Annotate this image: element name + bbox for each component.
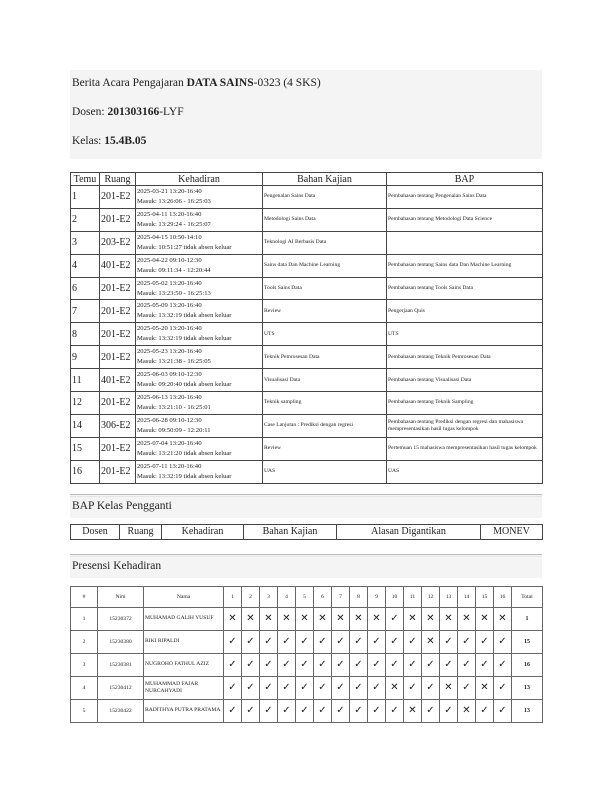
attendance-mark: ✓ (332, 653, 350, 676)
attendance-mark: ✓ (494, 630, 512, 653)
schedule-row (71, 392, 543, 415)
presensi-col-header: 3 (260, 586, 278, 607)
bap-pengganti-section (70, 494, 542, 518)
col-bahan-kajian: Bahan Kajian (244, 524, 337, 539)
bap-pengganti-table (70, 524, 543, 540)
schedule-row (71, 300, 543, 323)
attendance-mark: ✕ (494, 607, 512, 630)
attendance-mark: ✓ (224, 630, 242, 653)
presensi-header-row (71, 586, 543, 607)
masuk-text: Masuk: 13:21:38 - 16:25:05 (137, 358, 211, 366)
attendance-mark: ✓ (440, 630, 458, 653)
col-kehadiran: Kehadiran (162, 524, 244, 539)
attendance-mark: ✓ (278, 653, 296, 676)
course-code: -0323 (4 SKS) (253, 77, 321, 89)
bahan-kajian-cell: Metodologi Sains Data (263, 208, 387, 231)
presensi-col-header: 15 (476, 586, 494, 607)
ruang-cell: 203-E2 (100, 231, 136, 254)
jadwal-text: 2025-05-20 13:20-16:40 (137, 325, 202, 333)
presensi-col-header: Nama (144, 586, 224, 607)
attendance-mark: ✓ (386, 607, 404, 630)
attendance-mark: ✓ (476, 630, 494, 653)
attendance-mark: ✓ (314, 630, 332, 653)
attendance-mark: ✕ (422, 607, 440, 630)
schedule-row (71, 369, 543, 392)
nim-cell: 15230412 (98, 676, 144, 699)
kehadiran-cell (136, 323, 263, 346)
ruang-cell: 201-E2 (100, 186, 136, 209)
presensi-col-header: 9 (368, 586, 386, 607)
presensi-col-header: Total (512, 586, 543, 607)
col-temu: Temu (71, 173, 100, 186)
bahan-kajian-cell: Teknik Pemrosesan Data (263, 346, 387, 369)
total-cell: 13 (512, 699, 543, 722)
ruang-cell: 201-E2 (100, 460, 136, 483)
schedule-row (71, 437, 543, 460)
bap-pengganti-title: BAP Kelas Pengganti (70, 497, 542, 518)
col-monev: MONEV (481, 524, 543, 539)
masuk-text: Masuk: 13:32:19 tidak absen keluar (137, 335, 232, 343)
attendance-mark: ✓ (332, 630, 350, 653)
presensi-row (71, 699, 543, 722)
attendance-mark: ✓ (368, 676, 386, 699)
attendance-mark: ✓ (350, 630, 368, 653)
document-page (70, 70, 542, 723)
temu-cell: 7 (71, 300, 100, 323)
attendance-mark: ✕ (242, 607, 260, 630)
schedule-row (71, 186, 543, 209)
attendance-mark: ✓ (386, 653, 404, 676)
masuk-text: Masuk: 09:20:40 tidak absen keluar (137, 381, 232, 389)
presensi-col-header: 14 (458, 586, 476, 607)
title-prefix: Berita Acara Pengajaran (72, 77, 187, 89)
attendance-mark: ✓ (242, 653, 260, 676)
presensi-col-header: 13 (440, 586, 458, 607)
total-cell: 13 (512, 676, 543, 699)
schedule-row (71, 460, 543, 483)
presensi-col-header: 6 (314, 586, 332, 607)
col-alasan-digantikan: Alasan Digantikan (337, 524, 481, 539)
bap-cell: Pembahasan tentang Teknik Pemrosesan Data (387, 346, 543, 369)
presensi-col-header: 12 (422, 586, 440, 607)
attendance-mark: ✓ (296, 676, 314, 699)
bap-cell: UTS (387, 323, 543, 346)
ruang-cell: 201-E2 (100, 437, 136, 460)
nama-cell: RIKI RIPALDI (144, 630, 224, 653)
nama-cell: RADITHYA PUTRA PRATAMA (144, 699, 224, 722)
masuk-text: Masuk: 13:29:24 - 16:25:07 (137, 220, 211, 228)
ruang-cell: 201-E2 (100, 392, 136, 415)
masuk-text: Masuk: 13:21:20 tidak absen keluar (137, 449, 232, 457)
kehadiran-cell (136, 414, 263, 437)
temu-cell: 14 (71, 414, 100, 437)
row-number: 5 (71, 699, 98, 722)
ruang-cell: 201-E2 (100, 208, 136, 231)
attendance-mark: ✓ (368, 630, 386, 653)
bahan-kajian-cell: Case Lanjutan : Prediksi dengan regresi (263, 414, 387, 437)
row-number: 2 (71, 630, 98, 653)
presensi-row (71, 630, 543, 653)
masuk-text: Masuk: 09:50:09 - 12:20:11 (137, 426, 211, 434)
kehadiran-cell (136, 392, 263, 415)
attendance-mark: ✕ (278, 607, 296, 630)
presensi-title: Presensi Kehadiran (70, 557, 542, 578)
attendance-mark: ✓ (350, 676, 368, 699)
masuk-text: Masuk: 13:21:10 - 16:25:01 (137, 403, 211, 411)
attendance-mark: ✓ (260, 676, 278, 699)
attendance-mark: ✓ (224, 653, 242, 676)
temu-cell: 6 (71, 277, 100, 300)
presensi-col-header: Nim (98, 586, 144, 607)
presensi-row (71, 676, 543, 699)
bap-cell: Pertemuan 15 mahasiswa mempresentasikan hasil tugas kelompok (387, 437, 543, 460)
temu-cell: 15 (71, 437, 100, 460)
course-info-panel (70, 70, 542, 159)
attendance-mark: ✓ (440, 653, 458, 676)
attendance-mark: ✕ (386, 676, 404, 699)
schedule-header-row (71, 173, 543, 186)
col-dosen: Dosen (71, 524, 120, 539)
bap-cell: Pembahasan tentang Teknik Sampling (387, 392, 543, 415)
presensi-col-header: 4 (278, 586, 296, 607)
bap-pengganti-header-row (71, 524, 543, 539)
attendance-mark: ✓ (404, 630, 422, 653)
presensi-col-header: 1 (224, 586, 242, 607)
attendance-mark: ✕ (404, 699, 422, 722)
attendance-mark: ✕ (476, 607, 494, 630)
kehadiran-cell (136, 208, 263, 231)
kelas-line (72, 130, 540, 159)
attendance-mark: ✕ (422, 630, 440, 653)
kelas-label: Kelas: (72, 135, 105, 147)
kehadiran-cell (136, 186, 263, 209)
jadwal-text: 2025-05-23 13:20-16:40 (137, 348, 202, 356)
kehadiran-cell (136, 231, 263, 254)
temu-cell: 4 (71, 254, 100, 277)
bap-cell: Pengerjaan Quis (387, 300, 543, 323)
masuk-text: Masuk: 09:11:34 - 12:20:44 (137, 266, 211, 274)
masuk-text: Masuk: 13:32:19 tidak absen keluar (137, 472, 232, 480)
attendance-mark: ✕ (440, 676, 458, 699)
presensi-col-header: 2 (242, 586, 260, 607)
attendance-mark: ✓ (386, 630, 404, 653)
attendance-mark: ✓ (278, 676, 296, 699)
attendance-mark: ✓ (458, 676, 476, 699)
bahan-kajian-cell: Teknologi AI Berbasis Data (263, 231, 387, 254)
attendance-mark: ✓ (368, 653, 386, 676)
attendance-mark: ✓ (242, 699, 260, 722)
schedule-row (71, 323, 543, 346)
col-bap: BAP (387, 173, 543, 186)
schedule-row (71, 277, 543, 300)
bahan-kajian-cell: Visualisasi Data (263, 369, 387, 392)
schedule-row (71, 414, 543, 437)
document-title (72, 72, 540, 101)
ruang-cell: 201-E2 (100, 346, 136, 369)
kelas-value: 15.4B.05 (104, 135, 147, 147)
attendance-mark: ✓ (404, 653, 422, 676)
attendance-mark: ✓ (278, 699, 296, 722)
attendance-mark: ✓ (350, 653, 368, 676)
bahan-kajian-cell: UAS (263, 460, 387, 483)
presensi-col-header: 8 (350, 586, 368, 607)
attendance-mark: ✕ (350, 607, 368, 630)
kehadiran-cell (136, 254, 263, 277)
presensi-row (71, 653, 543, 676)
attendance-mark: ✓ (386, 699, 404, 722)
ruang-cell: 201-E2 (100, 323, 136, 346)
row-number: 3 (71, 653, 98, 676)
row-number: 4 (71, 676, 98, 699)
bap-cell: UAS (387, 460, 543, 483)
temu-cell: 12 (71, 392, 100, 415)
attendance-mark: ✓ (224, 699, 242, 722)
ruang-cell: 306-E2 (100, 414, 136, 437)
attendance-mark: ✓ (368, 699, 386, 722)
bahan-kajian-cell: Sains data Dan Machine Learning (263, 254, 387, 277)
presensi-col-header: 5 (296, 586, 314, 607)
attendance-mark: ✕ (296, 607, 314, 630)
nama-cell: NUGROHO FATHUL AZIZ (144, 653, 224, 676)
attendance-mark: ✓ (476, 653, 494, 676)
dosen-line (72, 101, 540, 130)
presensi-col-header: 10 (386, 586, 404, 607)
presensi-col-header: 11 (404, 586, 422, 607)
attendance-mark: ✓ (350, 699, 368, 722)
attendance-mark: ✓ (278, 630, 296, 653)
attendance-mark: ✓ (260, 653, 278, 676)
schedule-row (71, 208, 543, 231)
attendance-mark: ✓ (296, 630, 314, 653)
nim-cell: 15230380 (98, 630, 144, 653)
bahan-kajian-cell: Teknik sampling (263, 392, 387, 415)
attendance-mark: ✓ (332, 676, 350, 699)
kehadiran-cell (136, 277, 263, 300)
attendance-mark: ✓ (296, 653, 314, 676)
total-cell: 15 (512, 630, 543, 653)
nim-cell: 15230381 (98, 653, 144, 676)
jadwal-text: 2025-04-11 13:20-16:40 (137, 210, 202, 218)
attendance-mark: ✓ (224, 676, 242, 699)
attendance-mark: ✓ (476, 699, 494, 722)
masuk-text: Masuk: 13:26:06 - 16:25:03 (137, 197, 211, 205)
kehadiran-cell (136, 300, 263, 323)
temu-cell: 8 (71, 323, 100, 346)
attendance-mark: ✓ (422, 699, 440, 722)
dosen-label: Dosen: (72, 106, 108, 118)
jadwal-text: 2025-03-21 13:20-16:40 (137, 187, 202, 195)
bap-cell (387, 231, 543, 254)
schedule-row (71, 346, 543, 369)
presensi-col-header: # (71, 586, 98, 607)
attendance-mark: ✕ (404, 607, 422, 630)
col-ruang: Ruang (100, 173, 136, 186)
temu-cell: 1 (71, 186, 100, 209)
ruang-cell: 201-E2 (100, 277, 136, 300)
total-cell: 16 (512, 653, 543, 676)
jadwal-text: 2025-07-04 13:20-16:40 (137, 439, 202, 447)
bap-cell: Pembahasan tentang Sains data Dan Machine Learning (387, 254, 543, 277)
attendance-mark: ✕ (368, 607, 386, 630)
masuk-text: Masuk: 13:23:50 - 16:25:13 (137, 289, 211, 297)
nama-cell: MUHAMMAD FAJAR NURCAHYADI (144, 676, 224, 699)
attendance-mark: ✓ (422, 653, 440, 676)
bahan-kajian-cell: Review (263, 437, 387, 460)
row-number: 1 (71, 607, 98, 630)
attendance-mark: ✓ (242, 630, 260, 653)
jadwal-text: 2025-07-11 13:20-16:40 (137, 462, 202, 470)
attendance-mark: ✓ (296, 699, 314, 722)
kehadiran-cell (136, 346, 263, 369)
temu-cell: 11 (71, 369, 100, 392)
attendance-mark: ✓ (314, 699, 332, 722)
bap-cell: Pembahasan tentang Tools Sains Data (387, 277, 543, 300)
dosen-suffix: -LYF (159, 106, 184, 118)
ruang-cell: 401-E2 (100, 369, 136, 392)
attendance-mark: ✓ (458, 630, 476, 653)
attendance-mark: ✕ (314, 607, 332, 630)
masuk-text: Masuk: 13:32:19 tidak absen keluar (137, 312, 232, 320)
kehadiran-cell (136, 460, 263, 483)
schedule-row (71, 254, 543, 277)
temu-cell: 16 (71, 460, 100, 483)
presensi-row (71, 607, 543, 630)
attendance-mark: ✕ (332, 607, 350, 630)
nama-cell: MUHAMAD GALIH YUSUF (144, 607, 224, 630)
attendance-mark: ✓ (458, 653, 476, 676)
attendance-mark: ✓ (314, 676, 332, 699)
nim-cell: 15230372 (98, 607, 144, 630)
attendance-mark: ✕ (458, 607, 476, 630)
jadwal-text: 2025-04-15 10:50-14:10 (137, 233, 202, 241)
bap-cell: Pembahasan tentang Visualisasi Data (387, 369, 543, 392)
bahan-kajian-cell: UTS (263, 323, 387, 346)
jadwal-text: 2025-05-02 13:20-16:40 (137, 279, 202, 287)
attendance-mark: ✕ (458, 699, 476, 722)
kehadiran-cell (136, 369, 263, 392)
jadwal-text: 2025-06-03 09:10-12:30 (137, 371, 202, 379)
attendance-mark: ✓ (404, 676, 422, 699)
attendance-mark: ✓ (494, 653, 512, 676)
bap-cell: Pembahasan tentang Metodologi Data Science (387, 208, 543, 231)
jadwal-text: 2025-06-13 13:20-16:40 (137, 393, 202, 401)
attendance-mark: ✓ (494, 699, 512, 722)
bap-cell: Pembahasan tentang Prediksi dengan regresi dan mahasiswa mempresentasikan hasil tugas kelompok (387, 414, 543, 437)
kehadiran-cell (136, 437, 263, 460)
course-name: DATA SAINS (186, 77, 254, 89)
attendance-mark: ✕ (224, 607, 242, 630)
temu-cell: 2 (71, 208, 100, 231)
schedule-row (71, 231, 543, 254)
attendance-mark: ✓ (260, 630, 278, 653)
col-ruang: Ruang (120, 524, 162, 539)
presensi-table (70, 586, 543, 723)
temu-cell: 9 (71, 346, 100, 369)
nim-cell: 15230422 (98, 699, 144, 722)
attendance-mark: ✕ (440, 607, 458, 630)
attendance-mark: ✕ (260, 607, 278, 630)
dosen-id: 201303166 (107, 106, 160, 118)
attendance-mark: ✓ (494, 676, 512, 699)
ruang-cell: 201-E2 (100, 300, 136, 323)
presensi-col-header: 16 (494, 586, 512, 607)
bahan-kajian-cell: Tools Sains Data (263, 277, 387, 300)
bahan-kajian-cell: Review (263, 300, 387, 323)
jadwal-text: 2025-04-22 09:10-12:30 (137, 256, 202, 264)
presensi-col-header: 7 (332, 586, 350, 607)
attendance-mark: ✓ (440, 699, 458, 722)
col-bahan-kajian: Bahan Kajian (263, 173, 387, 186)
attendance-mark: ✓ (422, 676, 440, 699)
attendance-mark: ✓ (332, 699, 350, 722)
total-cell: 1 (512, 607, 543, 630)
col-kehadiran: Kehadiran (136, 173, 263, 186)
attendance-mark: ✕ (476, 676, 494, 699)
temu-cell: 3 (71, 231, 100, 254)
attendance-mark: ✓ (260, 699, 278, 722)
bahan-kajian-cell: Pengenalan Sains Data (263, 186, 387, 209)
jadwal-text: 2025-05-09 13:20-16:40 (137, 302, 202, 310)
jadwal-text: 2025-06-28 09:10-12:30 (137, 416, 202, 424)
schedule-table (70, 172, 543, 484)
ruang-cell: 401-E2 (100, 254, 136, 277)
attendance-mark: ✓ (242, 676, 260, 699)
masuk-text: Masuk: 10:51:27 tidak absen keluar (137, 243, 232, 251)
presensi-section (70, 554, 542, 578)
attendance-mark: ✓ (314, 653, 332, 676)
bap-cell: Pembahasan tentang Pengenalan Sains Data (387, 186, 543, 209)
